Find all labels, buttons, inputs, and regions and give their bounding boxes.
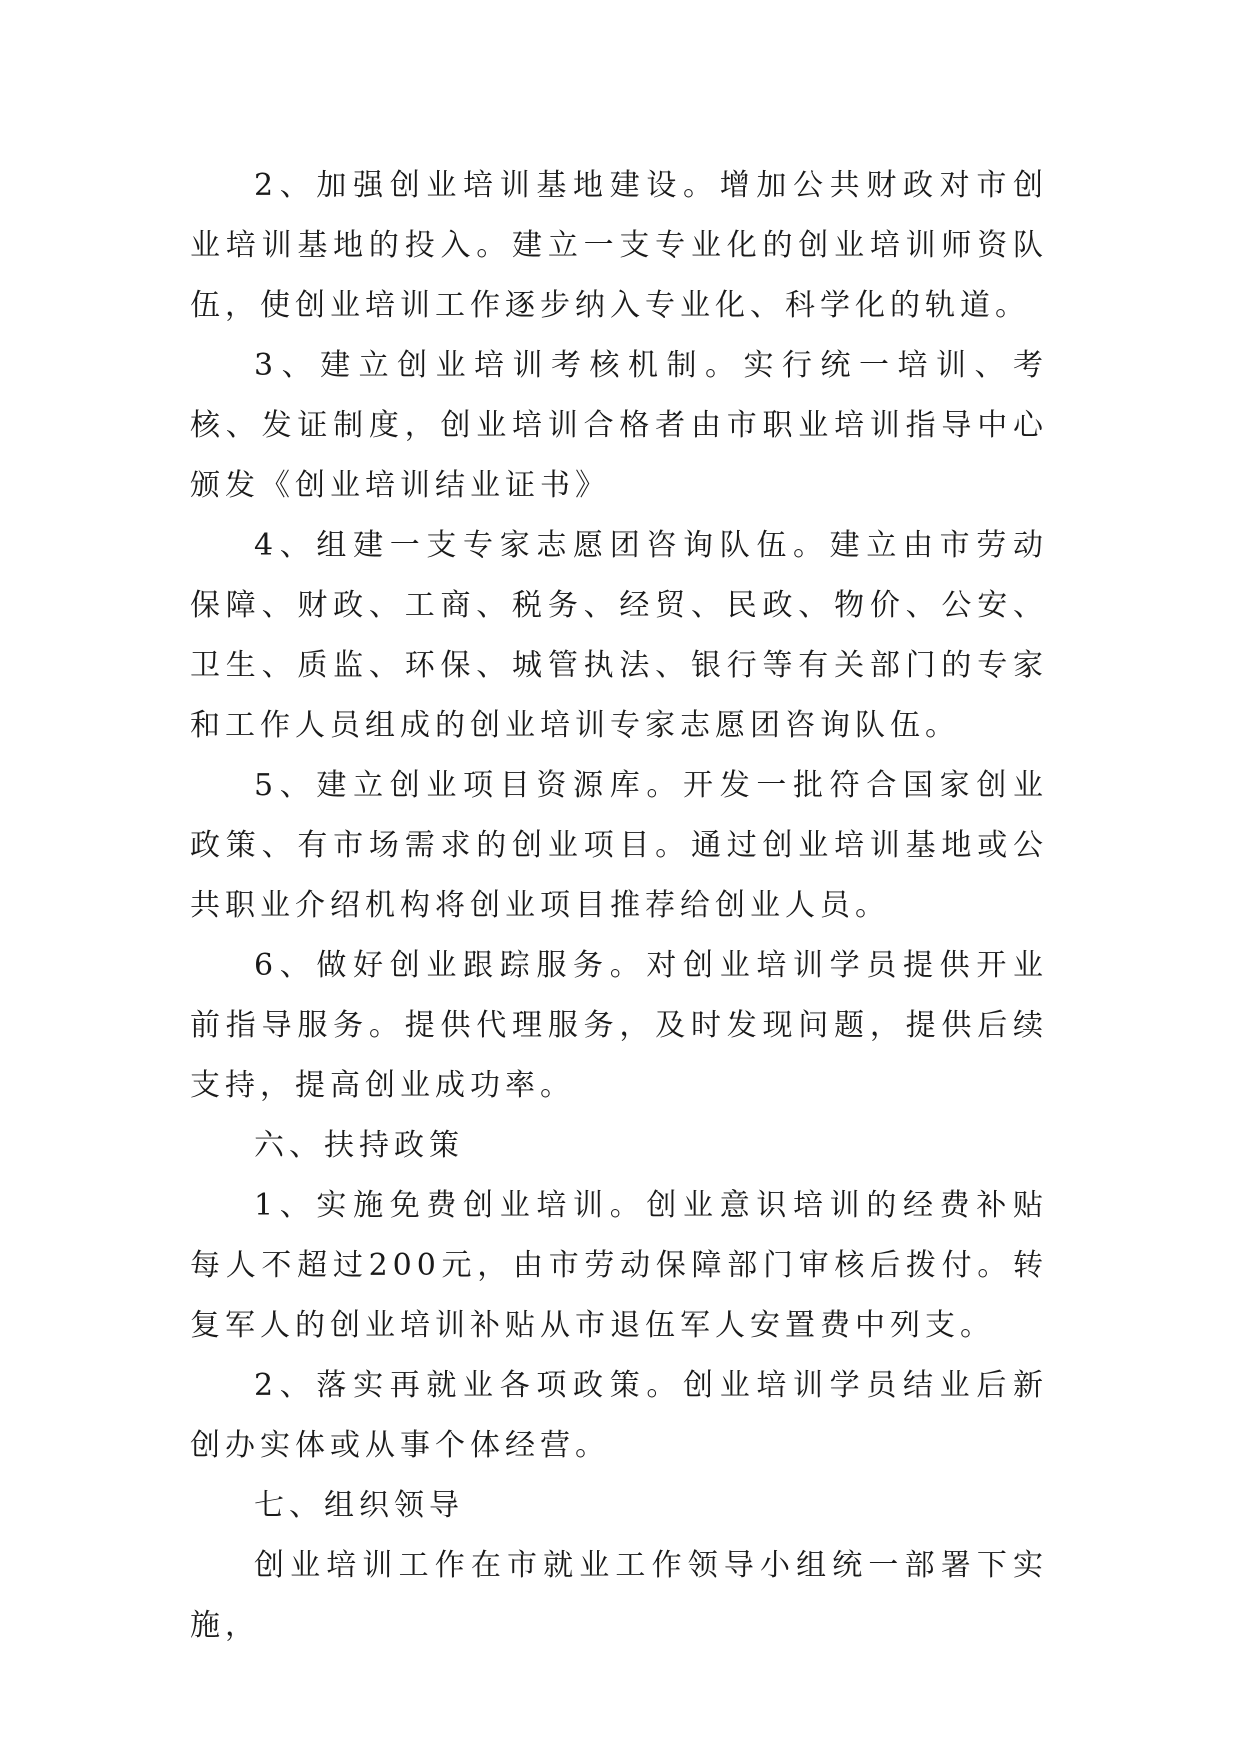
paragraph-free-training: 1、实施免费创业培训。创业意识培训的经费补贴每人不超过200元，由市劳动保障部门审核后拨付。转复军人的创业培训补贴从市退伍军人安置费中列支。 — [190, 1188, 1048, 1343]
section-heading-support-policy: 六、扶持政策 — [254, 1128, 464, 1163]
paragraph-expert-team: 4、组建一支专家志愿团咨询队伍。建立由市劳动保障、财政、工商、税务、经贸、民政、物价、公安、卫生、质监、环保、城管执法、银行等有关部门的专家和工作人员组成的创业培训专家志愿团咨询队伍。 — [190, 528, 1048, 743]
paragraph-base-construction: 2、加强创业培训基地建设。增加公共财政对市创业培训基地的投入。建立一支专业化的创业培训师资队伍，使创业培训工作逐步纳入专业化、科学化的轨道。 — [190, 168, 1048, 323]
document-body — [190, 156, 1048, 1656]
paragraph-project-library: 5、建立创业项目资源库。开发一批符合国家创业政策、有市场需求的创业项目。通过创业培训基地或公共职业介绍机构将创业项目推荐给创业人员。 — [190, 768, 1048, 923]
paragraph-reemployment-policy: 2、落实再就业各项政策。创业培训学员结业后新创办实体或从事个体经营。 — [190, 1368, 1048, 1463]
section-heading-organization: 七、组织领导 — [254, 1488, 464, 1523]
paragraph-assessment-mechanism: 3、建立创业培训考核机制。实行统一培训、考核、发证制度，创业培训合格者由市职业培训指导中心颁发《创业培训结业证书》 — [190, 348, 1048, 503]
paragraph-organization-leadership: 创业培训工作在市就业工作领导小组统一部署下实施， — [190, 1548, 1048, 1643]
paragraph-follow-up-service: 6、做好创业跟踪服务。对创业培训学员提供开业前指导服务。提供代理服务，及时发现问题，提供后续支持，提高创业成功率。 — [190, 948, 1048, 1103]
